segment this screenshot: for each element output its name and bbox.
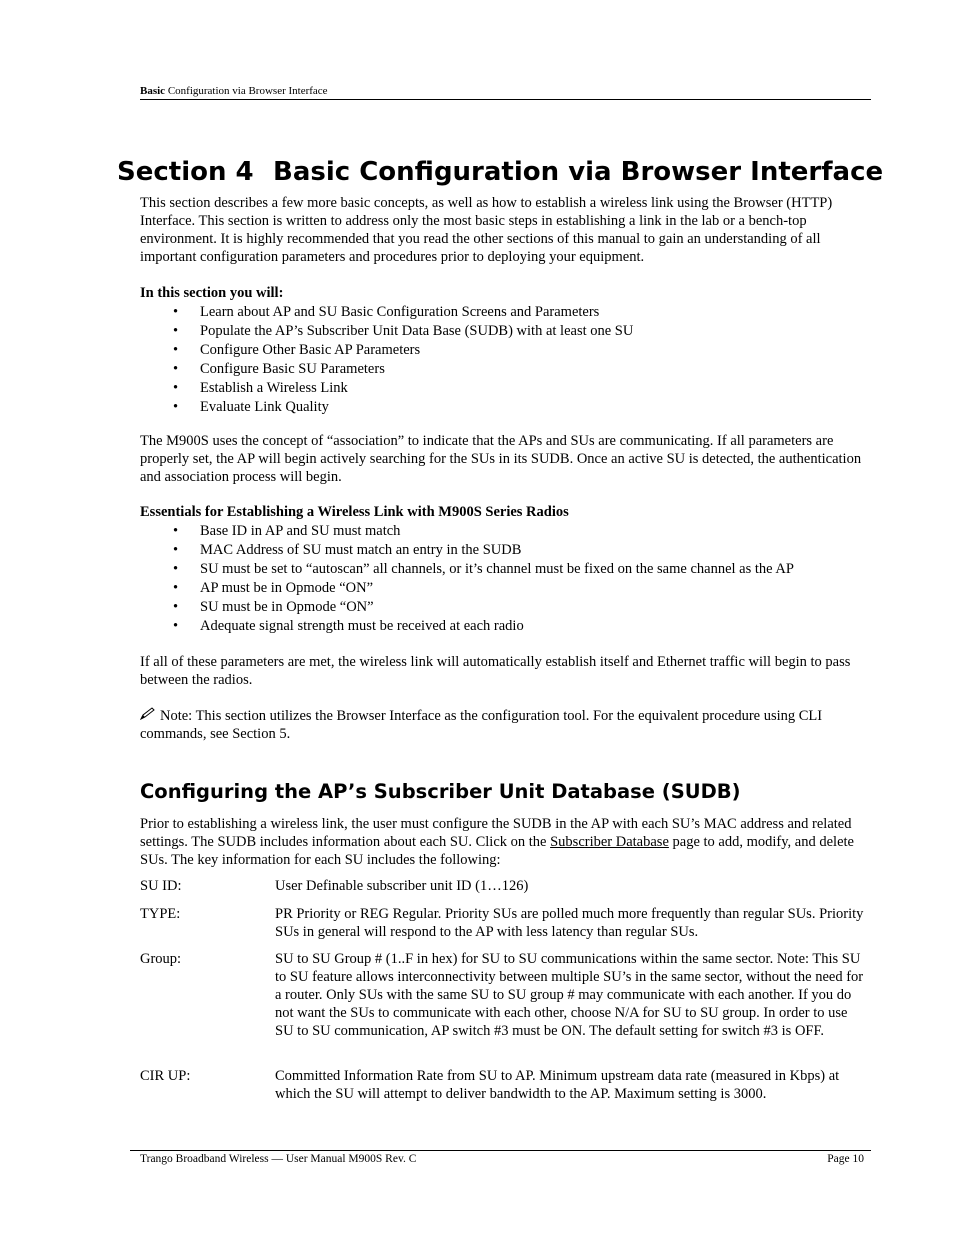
note-paragraph — [140, 707, 866, 743]
you-will-block — [140, 284, 866, 417]
list-item-text: SU must be set to “autoscan” all channels, or it’s channel must be fixed on the same channel as the AP — [200, 561, 794, 577]
intro-paragraph — [140, 194, 866, 266]
bullet-icon: • — [173, 561, 179, 577]
association-text: The M900S uses the concept of “association” to indicate that the APs and SUs are communicating. If all parameters are properly set, the AP will begin actively searching for the SUs in its SUDB. Once an active SU is detected, the authentication and association process will begin. — [140, 433, 862, 485]
list-item-text: SU must be in Opmode “ON” — [200, 599, 374, 615]
footer-divider — [130, 1150, 871, 1151]
subscriber-database-link[interactable]: Subscriber Database — [550, 834, 669, 850]
field-description: User Definable subscriber unit ID (1…126) — [275, 878, 529, 894]
bullet-icon: • — [173, 542, 179, 558]
list-item-text: Configure Basic SU Parameters — [200, 361, 385, 377]
sudb-intro-paragraph — [140, 815, 866, 869]
page-number: Page 10 — [827, 1153, 864, 1165]
list-item-text: Establish a Wireless Link — [200, 380, 348, 396]
list-item-text: Configure Other Basic AP Parameters — [200, 342, 421, 358]
list-item-text: MAC Address of SU must match an entry in the SUDB — [200, 542, 522, 558]
running-header-bold: Basic — [140, 85, 166, 97]
footer-title: Trango Broadband Wireless — User Manual M900S Rev. C — [140, 1153, 417, 1165]
field-term: Group: — [140, 951, 182, 967]
list-item — [140, 579, 866, 598]
bullet-icon: • — [173, 323, 179, 339]
sudb-intro-text-a: Prior to establishing a wireless link, the user must configure the SUDB in the AP with each SU’s MAC address and related settings. The SUDB includes information about each SU. Click on the — [140, 816, 852, 850]
all-met-paragraph — [140, 653, 866, 689]
list-item — [140, 560, 866, 579]
you-will-heading: In this section you will: — [140, 285, 284, 301]
sudb-heading: Configuring the AP’s Subscriber Unit Database (SUDB) — [140, 780, 741, 803]
section-title — [117, 154, 883, 190]
essentials-heading: Essentials for Establishing a Wireless Link with M900S Series Radios — [140, 504, 569, 520]
list-item — [140, 379, 866, 398]
field-description: Committed Information Rate from SU to AP. Minimum upstream data rate (measured in Kbps) at which the SU will attempt to deliver bandwidth to the AP. Maximum setting is 3000. — [275, 1068, 840, 1102]
list-item — [140, 341, 866, 360]
list-item-text: Adequate signal strength must be received at each radio — [200, 618, 524, 634]
field-description: SU to SU Group # (1..F in hex) for SU to SU communications within the same sector. Note: This SU to SU feature allows interconnectivity between multiple SU’s in the same sector, without the need for a router. Only SUs with the same SU to SU group # may communicate with each another. If you do not want the SUs to communicate with each other, choose N/A for SU to SU group. In order to use SU to SU communication, AP switch #3 must be ON. The default setting for switch #3 is OFF. — [275, 951, 864, 1039]
bullet-icon: • — [173, 523, 179, 539]
intro-text: This section describes a few more basic concepts, as well as how to establish a wireless link using the Browser (HTTP) Interface. This section is written to address only the most basic steps in establishing a link in the lab or a bench-top environment. It is highly recommended that you read the other sections of this manual to gain an understanding of all important configuration parameters and procedures prior to deploying your equipment. — [140, 195, 833, 265]
bullet-icon: • — [173, 361, 179, 377]
list-item — [140, 360, 866, 379]
section-number: Section 4 — [117, 157, 254, 187]
list-item — [140, 522, 866, 541]
list-item-text: AP must be in Opmode “ON” — [200, 580, 374, 596]
list-item — [140, 322, 866, 341]
list-item-text: Evaluate Link Quality — [200, 399, 329, 415]
running-header — [140, 84, 871, 100]
list-item-text: Populate the AP’s Subscriber Unit Data Base (SUDB) with at least one SU — [200, 323, 634, 339]
bullet-icon: • — [173, 599, 179, 615]
list-item — [140, 303, 866, 322]
note-text: Note: This section utilizes the Browser Interface as the configuration tool. For the equivalent procedure using CLI commands, see Section 5. — [140, 708, 823, 742]
field-term: TYPE: — [140, 906, 181, 922]
sudb-intro-text-b: page to add, modify, and delete SUs. The key information for each SU includes the following: — [140, 834, 854, 868]
list-item-text: Learn about AP and SU Basic Configuration Screens and Parameters — [200, 304, 600, 320]
list-item — [140, 598, 866, 617]
association-paragraph — [140, 432, 866, 486]
bullet-icon: • — [173, 342, 179, 358]
essentials-list — [140, 522, 866, 636]
bullet-icon: • — [173, 399, 179, 415]
list-item-text: Base ID in AP and SU must match — [200, 523, 401, 539]
running-header-text: Configuration via Browser Interface — [165, 85, 328, 97]
list-item — [140, 398, 866, 417]
field-term: CIR UP: — [140, 1068, 191, 1084]
list-item — [140, 617, 866, 636]
field-description: PR Priority or REG Regular. Priority SUs are polled much more frequently than regular SUs. Priority SUs in general will respond to the AP with less latency than regular SUs. — [275, 906, 864, 940]
all-met-text: If all of these parameters are met, the wireless link will automatically establish itself and Ethernet traffic will begin to pass between the radios. — [140, 654, 851, 688]
essentials-block — [140, 503, 866, 636]
section-title-text: Basic Configuration via Browser Interface — [273, 157, 884, 187]
field-term: SU ID: — [140, 878, 182, 894]
bullet-icon: • — [173, 618, 179, 634]
list-item — [140, 541, 866, 560]
bullet-icon: • — [173, 580, 179, 596]
bullet-icon: • — [173, 380, 179, 396]
pencil-icon — [140, 707, 160, 725]
you-will-list — [140, 303, 866, 417]
bullet-icon: • — [173, 304, 179, 320]
